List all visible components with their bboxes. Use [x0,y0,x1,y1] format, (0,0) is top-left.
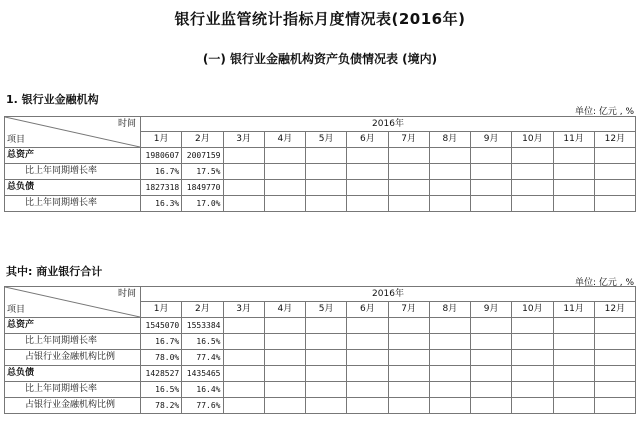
table-row [5,196,636,212]
value-cell [429,318,470,334]
value-cell: 1545070 [141,318,182,334]
value-cell [594,366,635,382]
value-cell: 1428527 [141,366,182,382]
month-header: 3月 [223,132,264,148]
value-cell [306,164,347,180]
row-label-sub: 比上年同期增长率 [5,164,141,180]
value-cell: 1435465 [182,366,223,382]
year-header: 2016年 [141,117,636,132]
table-row [5,398,636,414]
value-cell [429,366,470,382]
value-cell [306,148,347,164]
value-cell [594,350,635,366]
value-cell [471,180,512,196]
value-cell [512,164,553,180]
value-cell [429,148,470,164]
value-cell [471,334,512,350]
corner-time-label: 时间 [117,119,136,129]
month-header: 1月 [141,302,182,318]
value-cell [223,148,264,164]
value-cell [347,196,388,212]
row-label-sub: 占银行业金融机构比例 [5,398,141,414]
value-cell [264,398,305,414]
value-cell [264,382,305,398]
month-header: 11月 [553,302,594,318]
table-row [5,318,636,334]
corner-item-label: 项目 [7,135,26,145]
corner-item-label: 项目 [7,305,26,315]
value-cell [388,334,429,350]
value-cell: 1553384 [182,318,223,334]
value-cell [429,196,470,212]
month-header: 10月 [512,132,553,148]
value-cell [264,180,305,196]
value-cell [471,164,512,180]
table-row [5,164,636,180]
month-header: 12月 [594,302,635,318]
month-header: 7月 [388,302,429,318]
month-header: 2月 [182,302,223,318]
unit-label: 单位: 亿元 , % [574,107,634,117]
value-cell: 78.0% [141,350,182,366]
report-title: 银行业监管统计指标月度情况表(2016年) [174,10,466,28]
value-cell: 16.4% [182,382,223,398]
corner-header [5,287,141,318]
value-cell [471,318,512,334]
value-cell [553,318,594,334]
value-cell [388,382,429,398]
value-cell [306,366,347,382]
table-row [5,334,636,350]
value-cell [512,196,553,212]
value-cell [347,180,388,196]
table-banking-institutions [4,116,636,212]
value-cell: 17.0% [182,196,223,212]
value-cell [471,148,512,164]
month-header: 5月 [306,132,347,148]
corner-header [5,117,141,148]
value-cell [223,382,264,398]
month-header: 10月 [512,302,553,318]
value-cell [223,180,264,196]
value-cell: 16.3% [141,196,182,212]
value-cell: 16.5% [141,382,182,398]
value-cell [264,366,305,382]
value-cell [223,164,264,180]
value-cell [594,382,635,398]
value-cell [594,334,635,350]
value-cell: 16.7% [141,334,182,350]
value-cell [594,148,635,164]
value-cell [264,334,305,350]
value-cell [553,148,594,164]
value-cell [553,398,594,414]
value-cell [388,398,429,414]
value-cell [347,334,388,350]
value-cell: 16.5% [182,334,223,350]
value-cell: 78.2% [141,398,182,414]
value-cell: 17.5% [182,164,223,180]
row-label-sub: 比上年同期增长率 [5,334,141,350]
value-cell [471,398,512,414]
value-cell [594,398,635,414]
value-cell [388,180,429,196]
report-subtitle: (一) 银行业金融机构资产负债情况表 (境内) [202,52,438,66]
value-cell [223,318,264,334]
row-label-sub: 占银行业金融机构比例 [5,350,141,366]
value-cell: 77.4% [182,350,223,366]
value-cell [512,366,553,382]
value-cell [264,196,305,212]
value-cell: 16.7% [141,164,182,180]
value-cell [388,350,429,366]
month-header: 8月 [429,302,470,318]
month-header: 4月 [264,302,305,318]
value-cell [512,350,553,366]
value-cell [223,366,264,382]
value-cell [553,382,594,398]
value-cell [553,366,594,382]
value-cell [429,164,470,180]
row-label-main: 总资产 [5,148,141,164]
corner-time-label: 时间 [117,289,136,299]
value-cell [306,180,347,196]
value-cell [306,334,347,350]
value-cell: 77.6% [182,398,223,414]
value-cell [264,350,305,366]
value-cell [347,350,388,366]
month-header: 6月 [347,302,388,318]
value-cell [306,318,347,334]
value-cell [223,196,264,212]
value-cell [512,180,553,196]
value-cell [512,318,553,334]
value-cell [347,318,388,334]
value-cell [347,164,388,180]
month-header: 2月 [182,132,223,148]
row-label-main: 总负债 [5,180,141,196]
value-cell [553,350,594,366]
value-cell: 1980607 [141,148,182,164]
section-title-commercial-banks: 其中: 商业银行合计 [6,265,103,278]
row-label-main: 总负债 [5,366,141,382]
value-cell [306,382,347,398]
value-cell [429,180,470,196]
value-cell [429,382,470,398]
value-cell [388,196,429,212]
section-title-banking: 1. 银行业金融机构 [6,93,99,106]
value-cell [388,366,429,382]
value-cell [471,350,512,366]
month-header: 1月 [141,132,182,148]
year-header: 2016年 [141,287,636,302]
value-cell [553,196,594,212]
month-header: 8月 [429,132,470,148]
table-row [5,148,636,164]
value-cell: 1827318 [141,180,182,196]
value-cell [223,398,264,414]
value-cell [594,164,635,180]
value-cell [347,398,388,414]
value-cell [347,366,388,382]
row-label-sub: 比上年同期增长率 [5,196,141,212]
value-cell [512,398,553,414]
value-cell [594,196,635,212]
table-row [5,180,636,196]
value-cell [306,398,347,414]
table-row [5,366,636,382]
value-cell [553,180,594,196]
month-header: 5月 [306,302,347,318]
value-cell [264,318,305,334]
value-cell [388,148,429,164]
value-cell [429,398,470,414]
month-header: 11月 [553,132,594,148]
value-cell [429,334,470,350]
month-header: 3月 [223,302,264,318]
value-cell [512,148,553,164]
row-label-main: 总资产 [5,318,141,334]
month-header: 6月 [347,132,388,148]
table-row [5,350,636,366]
value-cell [347,382,388,398]
month-header: 12月 [594,132,635,148]
month-header: 7月 [388,132,429,148]
table-commercial-banks [4,286,636,414]
month-header: 9月 [471,302,512,318]
value-cell [512,382,553,398]
value-cell [471,366,512,382]
value-cell [429,350,470,366]
value-cell [347,148,388,164]
table-row [5,382,636,398]
value-cell [264,148,305,164]
value-cell [388,318,429,334]
value-cell [223,334,264,350]
row-label-sub: 比上年同期增长率 [5,382,141,398]
value-cell [388,164,429,180]
value-cell [223,350,264,366]
value-cell [594,180,635,196]
month-header: 4月 [264,132,305,148]
value-cell [553,164,594,180]
month-header: 9月 [471,132,512,148]
value-cell [512,334,553,350]
value-cell [471,196,512,212]
value-cell [594,318,635,334]
value-cell [306,196,347,212]
value-cell: 2007159 [182,148,223,164]
value-cell [306,350,347,366]
value-cell [471,382,512,398]
unit-label: 单位: 亿元 , % [574,278,634,288]
value-cell [264,164,305,180]
value-cell: 1849770 [182,180,223,196]
value-cell [553,334,594,350]
